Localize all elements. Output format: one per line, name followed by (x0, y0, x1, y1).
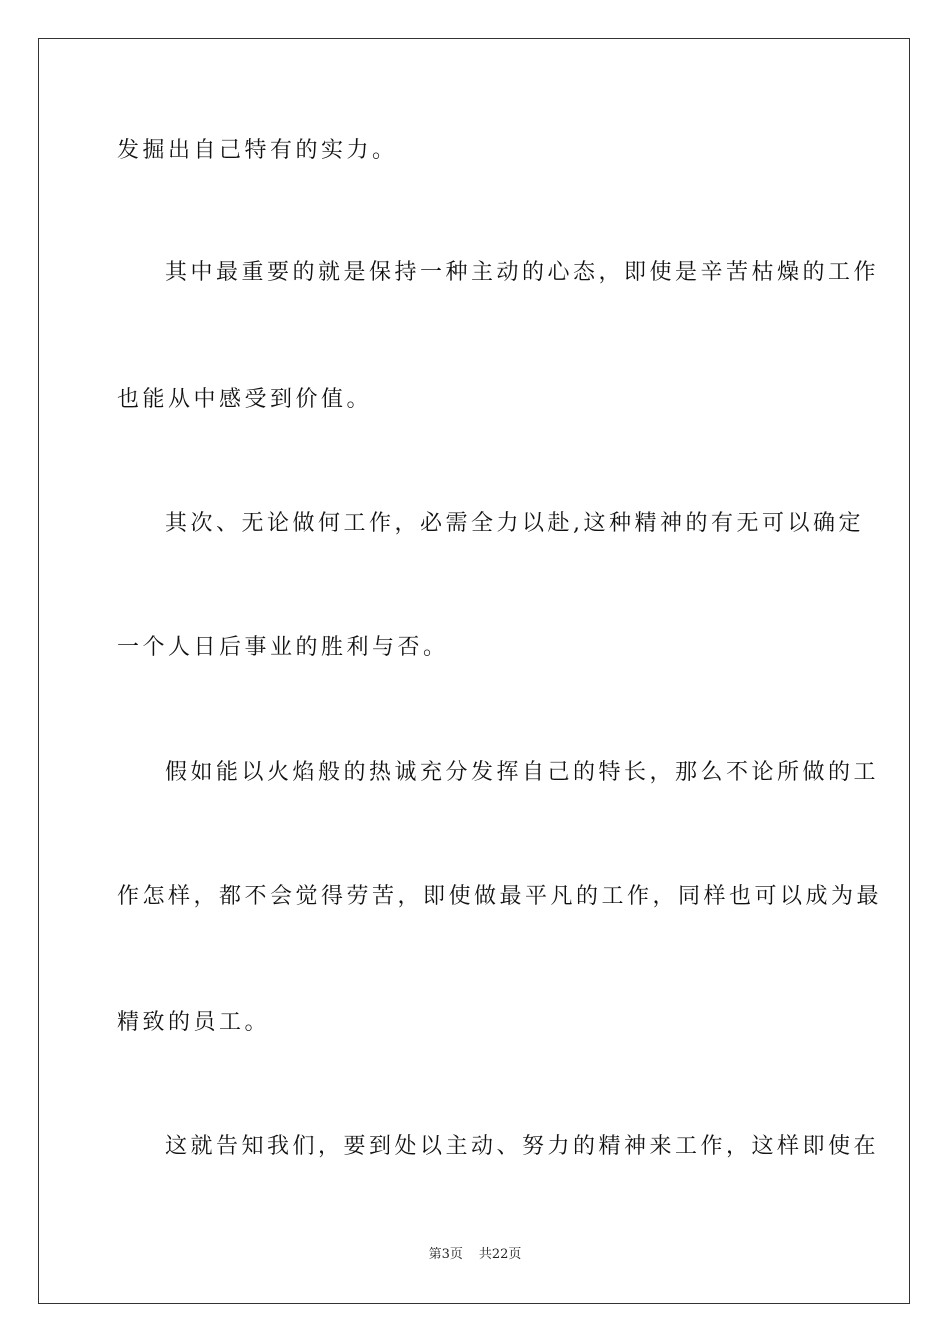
page-border (38, 38, 910, 1304)
text-line-1: 发掘出自己特有的实力。 (117, 138, 398, 163)
text-line-2: 其中最重要的就是保持一种主动的心态，即使是辛苦枯燥的工作 (165, 260, 880, 285)
page-number: 第3页 (428, 1247, 463, 1262)
text-line-4: 其次、无论做何工作，必需全力以赴,这种精神的有无可以确定 (165, 511, 864, 536)
text-line-8: 精致的员工。 (117, 1010, 271, 1035)
total-pages: 共22页 (478, 1247, 522, 1262)
text-line-7: 作怎样，都不会觉得劳苦，即使做最平凡的工作，同样也可以成为最 (117, 884, 883, 909)
text-line-9: 这就告知我们，要到处以主动、努力的精神来工作，这样即使在 (165, 1134, 880, 1159)
text-line-6: 假如能以火焰般的热诚充分发挥自己的特长，那么不论所做的工 (165, 760, 880, 785)
page-footer (0, 1246, 950, 1264)
text-line-5: 一个人日后事业的胜利与否。 (117, 635, 449, 660)
text-line-3: 也能从中感受到价值。 (117, 387, 373, 412)
